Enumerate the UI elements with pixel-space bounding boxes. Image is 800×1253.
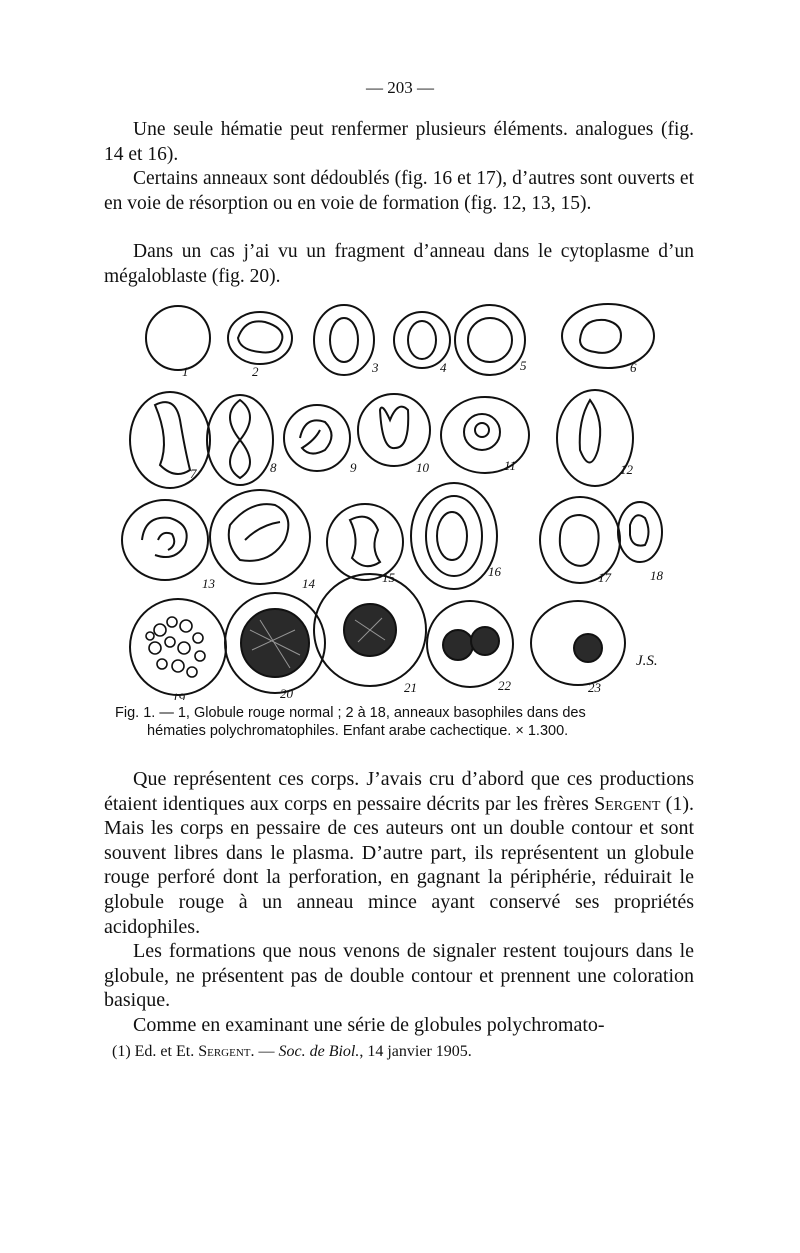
ring-4: [408, 321, 436, 359]
ring-14: [229, 504, 289, 561]
ring-3: [330, 318, 358, 362]
ring-17: [560, 515, 599, 566]
cell-7: [130, 392, 210, 488]
ring-10: [380, 407, 408, 448]
paragraph-3: [104, 240, 694, 289]
label-7: 7: [190, 466, 197, 481]
figure-caption: [115, 704, 693, 740]
cell-10: [358, 394, 430, 466]
ring-2: [238, 321, 282, 352]
footnote: [112, 1043, 472, 1061]
footnote-marker: (1): [112, 1043, 131, 1060]
ring-14-inner: [245, 522, 280, 540]
body-paragraph-3: Comme en examinant une série de globules polychromato-: [133, 1013, 605, 1036]
label-20: 20: [280, 686, 293, 700]
cell-18: [618, 502, 662, 562]
ring-15: [350, 517, 380, 566]
ring-8: [230, 400, 250, 478]
body-paragraph-1-part-a: Que représentent ces corps. J’avais cru d’abord que ces productions étaient identiques aux corps en pessaire décrits par les frères: [104, 768, 694, 815]
label-21: 21: [404, 680, 417, 695]
ring-11: [464, 414, 500, 450]
blood-cell-figure: [120, 300, 680, 700]
figure-drawing: [120, 300, 680, 700]
ring-13-inner: [158, 533, 174, 550]
ring-7: [155, 402, 190, 474]
caption-line-1: Fig. 1. — 1, Globule rouge normal ; 2 à 18, anneaux basophiles dans des: [115, 705, 586, 721]
caption-line-2: hématies polychromatophiles. Enfant arabe cachectique. × 1.300.: [147, 723, 569, 739]
label-15: 15: [382, 570, 395, 585]
footnote-text-c: , 14 janvier 1905.: [359, 1043, 472, 1060]
body-text: [104, 767, 694, 1038]
body-paragraph-1-part-b: (1). Mais les corps en pessaire de ces auteurs ont un double contour et sont souvent libres dans le plasma. D’autre part, ils représentent un globule rouge perforé dont la perforation, en gagnant la périphérie, réduirait le globule rouge à un anneau mince ayant conservé ses propriétés acidophiles.: [104, 792, 694, 938]
footnote-journal: Soc. de Biol.: [278, 1043, 360, 1060]
label-3: 3: [372, 360, 379, 375]
footnote-author: Sergent: [198, 1043, 251, 1060]
label-4: 4: [440, 360, 447, 375]
footnote-text-a: Ed. et Et.: [130, 1043, 199, 1060]
label-1: 1: [182, 364, 189, 379]
cell-16: [411, 483, 497, 589]
ring-18: [630, 515, 649, 545]
cell-5: [455, 305, 525, 375]
label-17: 17: [598, 570, 611, 585]
label-8: 8: [270, 460, 277, 475]
nuclei: [241, 604, 602, 677]
paragraph-2: [104, 167, 694, 216]
cell-6: [562, 304, 654, 368]
body-paragraph-2: Les formations que nous venons de signaler restent toujours dans le globule, ne présentent pas de double contour et prennent une coloration basique.: [104, 940, 694, 1012]
label-23: 23: [588, 680, 601, 695]
label-13: 13: [202, 576, 215, 591]
cell-3: [314, 305, 374, 375]
label-5: 5: [520, 358, 527, 373]
ring-12: [580, 400, 601, 463]
author-name-sergent: Sergent: [594, 792, 661, 815]
cell-13: [122, 500, 208, 580]
cell-15: [327, 504, 403, 580]
body-paragraph-1: [104, 767, 694, 939]
label-6: 6: [630, 360, 637, 375]
ring-11-inner: [475, 423, 489, 437]
label-22: 22: [498, 678, 511, 693]
artist-signature: J.S.: [636, 653, 658, 669]
ring-6: [580, 320, 621, 353]
label-9: 9: [350, 460, 357, 475]
paragraph-1: [104, 118, 694, 167]
footnote-text-b: . —: [250, 1043, 279, 1060]
label-18: 18: [650, 568, 663, 583]
label-11: 11: [504, 458, 517, 473]
page-number: — 203 —: [366, 78, 434, 97]
paragraph-1-text: Une seule hématie peut renfermer plusieurs éléments. analogues (fig. 14 et 16).: [104, 119, 694, 165]
paragraph-2-text: Certains anneaux sont dédoublés (fig. 16 et 17), d’autres sont ouverts et en voie de résorption ou en voie de formation (fig. 12, 13, 15).: [104, 168, 694, 214]
ring-16-outer: [426, 496, 482, 576]
label-10: 10: [416, 460, 429, 475]
cell-1: [146, 306, 210, 370]
ring-5: [468, 318, 512, 362]
ring-13: [142, 518, 187, 557]
ring-9: [300, 420, 332, 453]
label-16: 16: [488, 564, 501, 579]
label-2: 2: [252, 364, 259, 379]
ring-16-inner: [437, 512, 467, 560]
cell-9: [284, 405, 350, 471]
granules-19: [146, 617, 205, 677]
paragraph-3-text: Dans un cas j’ai vu un fragment d’anneau dans le cytoplasme d’un mégaloblaste (fig. 20).: [104, 241, 694, 287]
label-14: 14: [302, 576, 315, 591]
label-19: 19: [172, 690, 185, 700]
label-12: 12: [620, 462, 633, 477]
